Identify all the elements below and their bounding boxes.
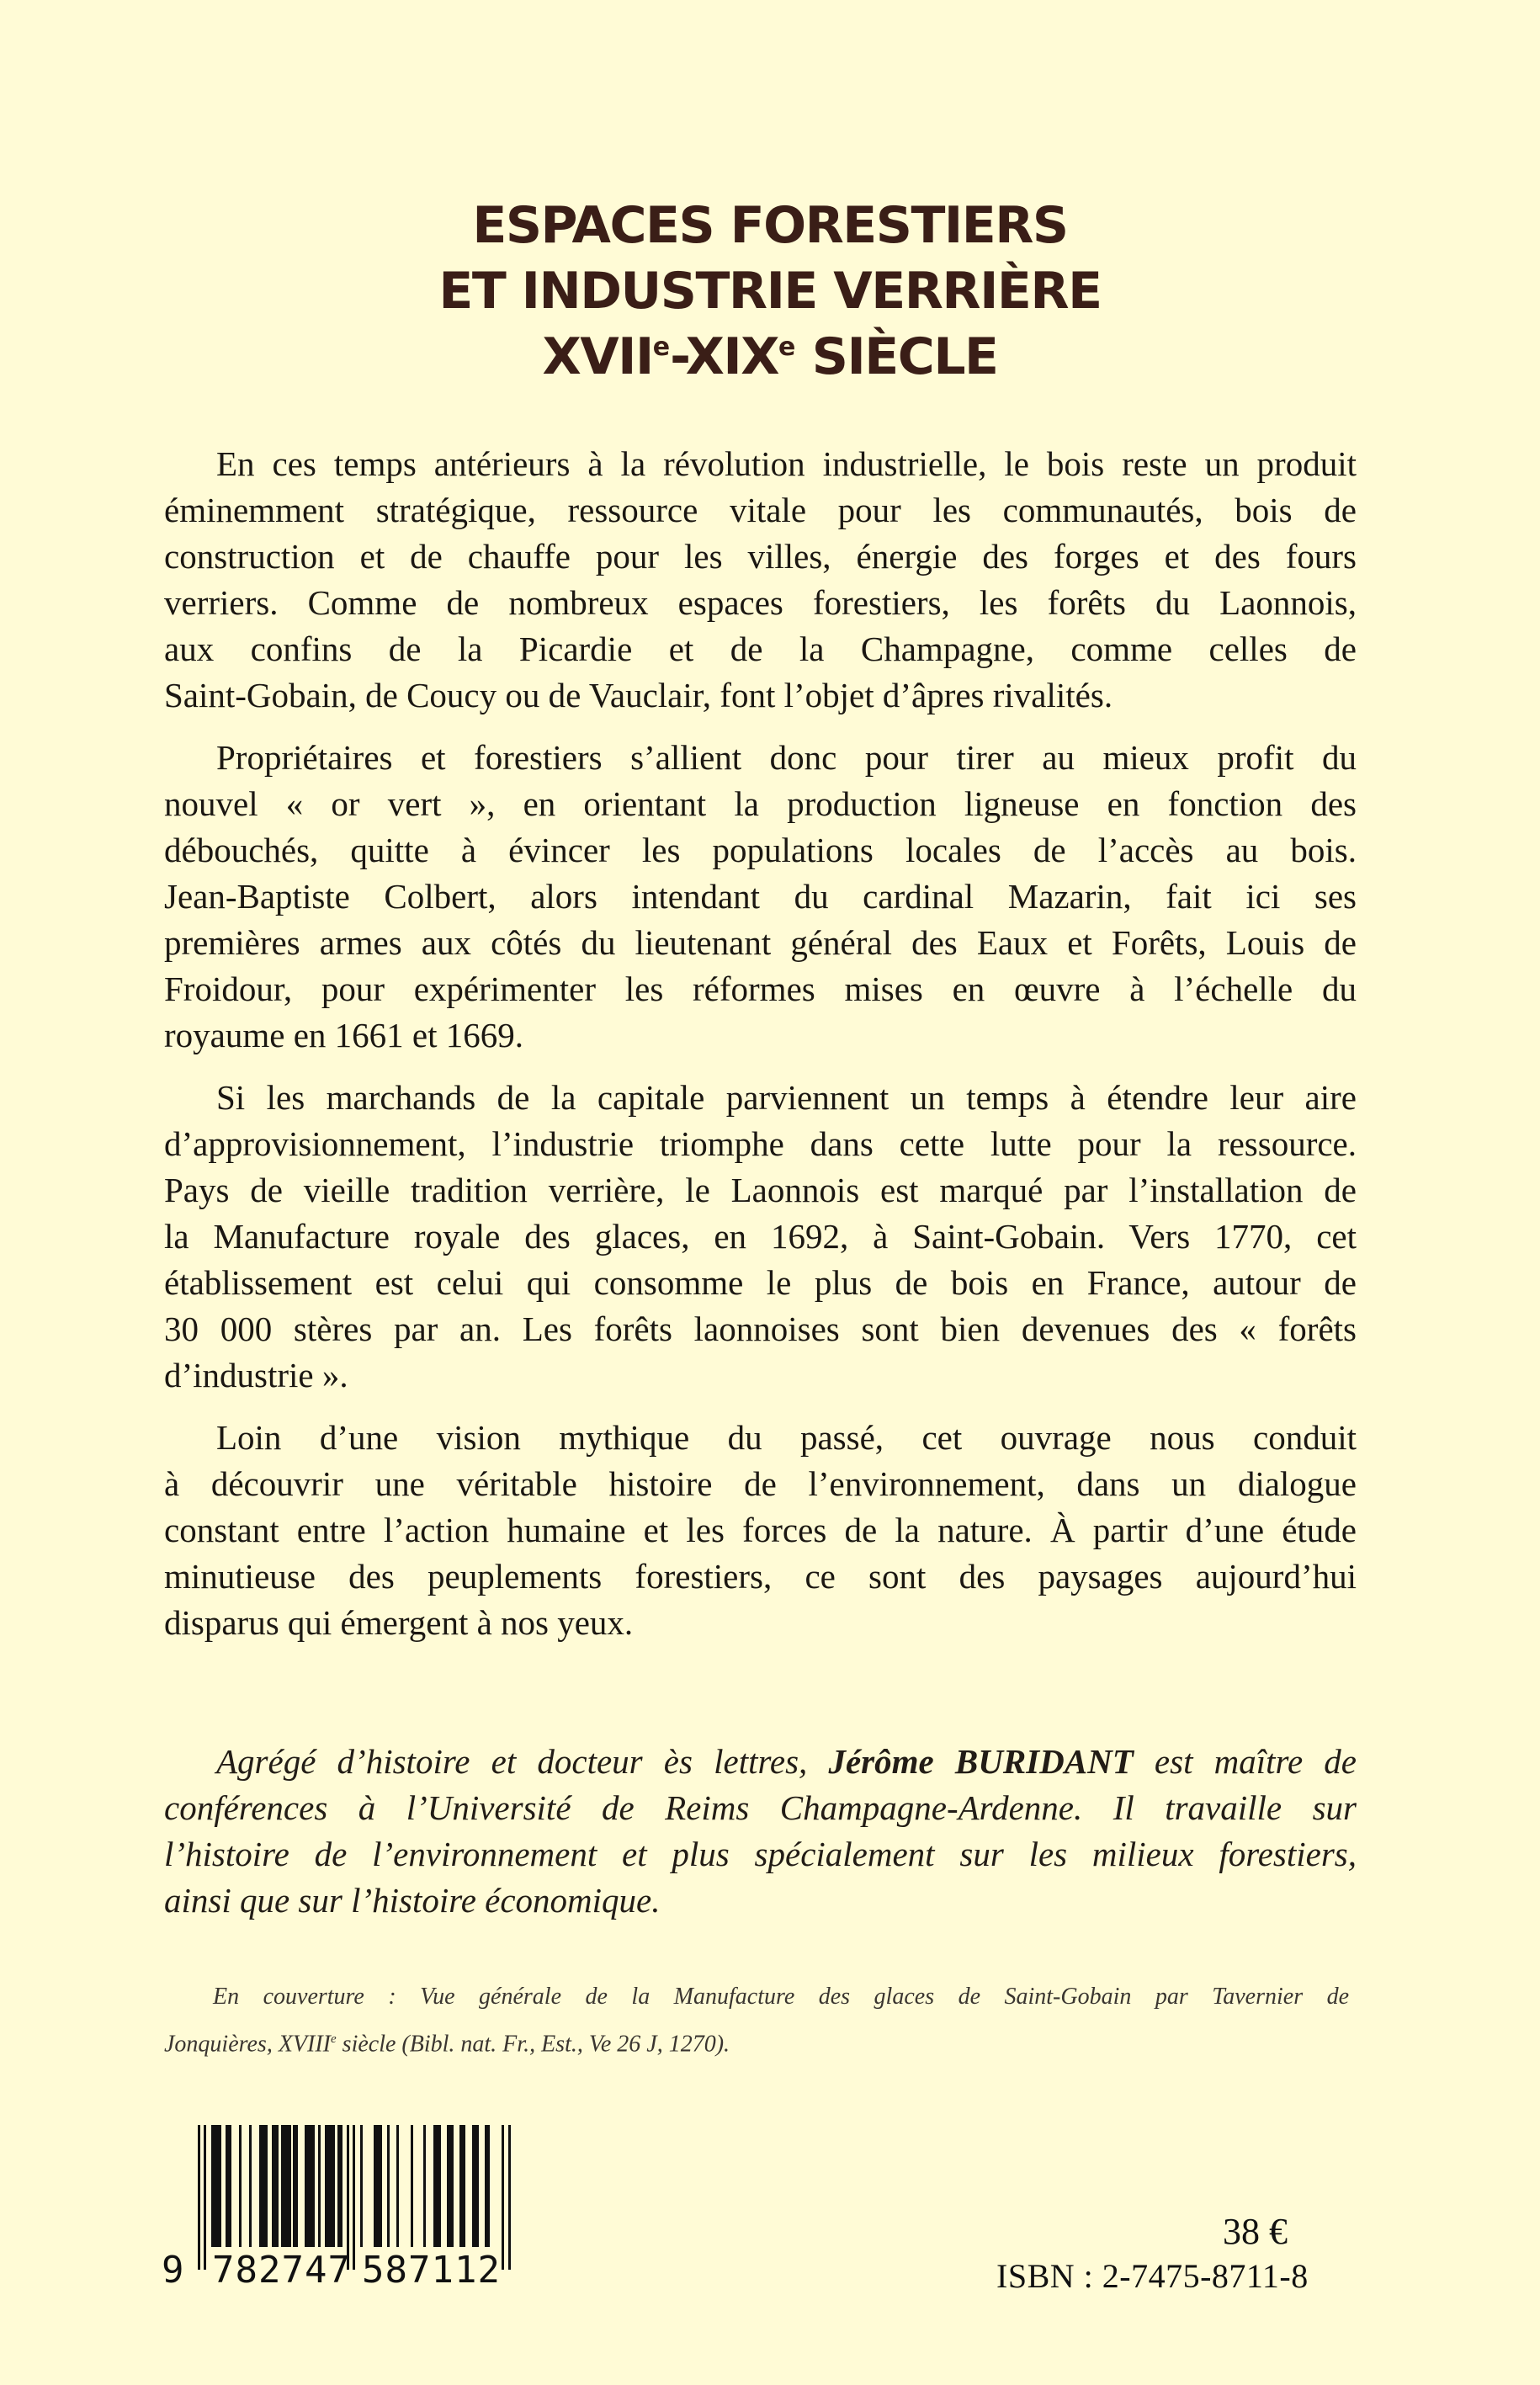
title-century-end: -XIX <box>670 327 779 386</box>
credit-line-2: Jonquières, XVIIIe siècle (Bibl. nat. Fr., Est., Ve 26 J, 1270). <box>164 2031 730 2058</box>
book-title-line-1: ESPACES FORESTIERS <box>472 196 1068 255</box>
text-line: verriers. Comme de nombreux espaces forestiers, les forêts du Laonnois, <box>164 583 1357 622</box>
text-line: la Manufacture royale des glaces, en 1692, à Saint-Gobain. Vers 1770, cet <box>164 1217 1357 1256</box>
text-line: à découvrir une véritable histoire de l’environnement, dans un dialogue <box>164 1464 1357 1503</box>
book-title-line-2: ET INDUSTRIE VERRIÈRE <box>438 262 1102 321</box>
price: 38 € <box>1223 2211 1288 2252</box>
bio-line: l’histoire de l’environnement et plus spécialement sur les milieux forestiers, <box>164 1835 1357 1873</box>
bio-line: conférences à l’Université de Reims Champagne-Ardenne. Il travaille sur <box>164 1788 1357 1827</box>
text-line: disparus qui émergent à nos yeux. <box>164 1603 634 1642</box>
isbn-number: ISBN : 2-7475-8711-8 <box>996 2257 1309 2295</box>
barcode-left-digits: 782747 <box>212 2249 351 2292</box>
text-line: débouchés, quitte à évincer les populations locales de l’accès au bois. <box>164 831 1357 869</box>
title-century-start: XVII <box>542 327 653 386</box>
book-title-line-3 <box>0 327 1540 391</box>
text-line: construction et de chauffe pour les villes, énergie des forges et des fours <box>164 537 1357 576</box>
text-line: Pays de vieille tradition verrière, le Laonnois est marqué par l’installation de <box>164 1171 1357 1209</box>
text-line: aux confins de la Picardie et de la Champagne, comme celles de <box>164 629 1357 668</box>
text-line: établissement est celui qui consomme le plus de bois en France, autour de <box>164 1263 1357 1302</box>
barcode-right-digits: 587112 <box>362 2249 501 2292</box>
text-line: Si les marchands de la capitale parviennent un temps à étendre leur aire <box>216 1078 1357 1117</box>
author-name: Jérôme BURIDANT <box>828 1742 1134 1781</box>
text-line: nouvel « or vert », en orientant la production ligneuse en fonction des <box>164 784 1357 823</box>
text-line: minutieuse des peuplements forestiers, ce sont des paysages aujourd’hui <box>164 1557 1357 1596</box>
text-line: 30 000 stères par an. Les forêts laonnoises sont bien devenues des « forêts <box>164 1309 1357 1348</box>
text-line: En ces temps antérieurs à la révolution industrielle, le bois reste un produit <box>216 444 1357 483</box>
text-line: Jean-Baptiste Colbert, alors intendant du cardinal Mazarin, fait ici ses <box>164 877 1357 916</box>
title-siecle: SIÈCLE <box>795 327 998 386</box>
text-line: premières armes aux côtés du lieutenant général des Eaux et Forêts, Louis de <box>164 923 1357 962</box>
text-line: Propriétaires et forestiers s’allient donc pour tirer au mieux profit du <box>216 738 1357 777</box>
title-superscript: e <box>778 332 796 362</box>
text-line: Saint-Gobain, de Coucy ou de Vauclair, font l’objet d’âpres rivalités. <box>164 676 1113 714</box>
text-line: éminemment stratégique, ressource vitale pour les communautés, bois de <box>164 491 1357 529</box>
text-line: Loin d’une vision mythique du passé, cet ouvrage nous conduit <box>216 1418 1357 1457</box>
bio-line: ainsi que sur l’histoire économique. <box>164 1881 661 1920</box>
text-line: constant entre l’action humaine et les forces de la nature. À partir d’une étude <box>164 1511 1357 1549</box>
bio-line: Agrégé d’histoire et docteur ès lettres, Jérôme BURIDANT est maître de <box>216 1742 1357 1781</box>
credit-line-1: En couverture : Vue générale de la Manufacture des glaces de Saint-Gobain par Tavernier de <box>213 1984 1349 2010</box>
title-superscript: e <box>652 332 671 362</box>
text-line: d’industrie ». <box>164 1356 348 1394</box>
text-line: royaume en 1661 et 1669. <box>164 1016 523 1054</box>
text-line: Froidour, pour expérimenter les réformes mises en œuvre à l’échelle du <box>164 969 1357 1008</box>
barcode-first-digit: 9 <box>162 2249 184 2292</box>
text-line: d’approvisionnement, l’industrie triomphe dans cette lutte pour la ressource. <box>164 1124 1357 1163</box>
